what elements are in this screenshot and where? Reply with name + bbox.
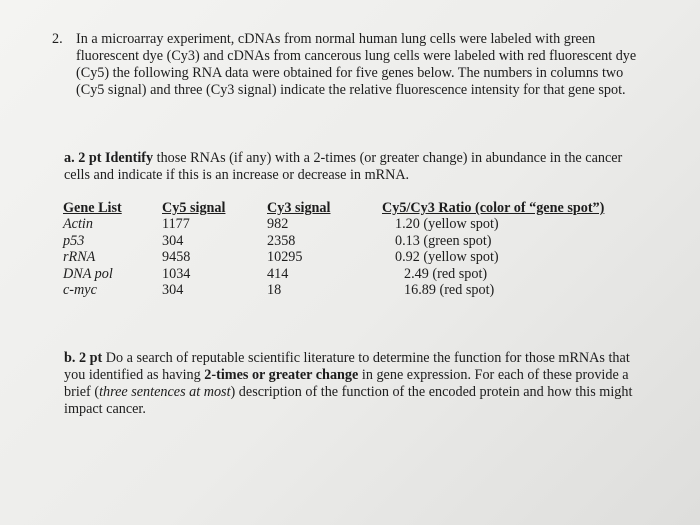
part-b-text-3: ) description of the function of the encoded protein and how this might impact cancer.: [64, 384, 633, 417]
table-header: [63, 200, 604, 216]
ratio: 1.20 (yellow spot): [395, 216, 499, 233]
header-gene: Gene List: [63, 200, 122, 216]
table-row: [63, 233, 604, 249]
part-b: [64, 350, 654, 418]
part-a-text: those RNAs (if any) with a 2-times (or greater change) in abundance in the cancer cells and indicate if this is an increase or decrease in mRNA.: [64, 150, 623, 183]
cy3-signal: 2358: [267, 232, 296, 249]
part-b-text-2: in gene expression. For each of these provide a brief (: [64, 367, 629, 400]
gene-name: DNA pol: [63, 265, 113, 282]
part-a-label: a. 2 pt: [64, 150, 102, 166]
cy5-signal: 304: [162, 232, 184, 249]
header-cy3: Cy3 signal: [267, 200, 331, 216]
cy5-signal: 304: [162, 282, 184, 299]
part-b-bold: 2-times or greater change: [204, 367, 359, 383]
cy3-signal: 18: [267, 282, 282, 299]
part-b-label: b. 2 pt: [64, 350, 103, 366]
table-row: [63, 249, 604, 265]
question-number: 2.: [52, 31, 63, 47]
cy5-signal: 1177: [162, 216, 190, 233]
header-cy5: Cy5 signal: [162, 200, 226, 216]
ratio: 0.92 (yellow spot): [395, 249, 499, 266]
gene-name: Actin: [63, 216, 93, 233]
header-ratio: Cy5/Cy3 Ratio (color of “gene spot”): [382, 200, 605, 216]
ratio: 0.13 (green spot): [395, 232, 492, 249]
ratio: 16.89 (red spot): [404, 282, 495, 299]
cy3-signal: 10295: [267, 249, 303, 266]
gene-name: rRNA: [63, 249, 96, 266]
table-row: [63, 266, 604, 282]
cy3-signal: 414: [267, 265, 289, 282]
part-b-text: Do a search of reputable scientific literature to determine the function for those mRNAs that you identified as having: [64, 350, 630, 383]
table-row: [63, 282, 604, 298]
cy5-signal: 1034: [162, 265, 191, 282]
part-a-verb: Identify: [105, 150, 154, 166]
table-row: [63, 216, 604, 232]
part-b-italic: three sentences at most: [99, 384, 231, 400]
gene-name: p53: [63, 232, 85, 249]
gene-name: c-myc: [63, 282, 97, 299]
cy3-signal: 982: [267, 216, 289, 233]
cy5-signal: 9458: [162, 249, 191, 266]
ratio: 2.49 (red spot): [404, 265, 488, 282]
part-a: [64, 150, 644, 184]
gene-table: [63, 200, 604, 298]
question-text: In a microarray experiment, cDNAs from normal human lung cells were labeled with green fluorescent dye (Cy3) and cDNAs from cancerous lung cells were labeled with red fluorescent dye (Cy5) the following RNA data were obtained for five genes below. The numbers in columns two (Cy5 signal) and three (Cy3 signal) indicate the relative fluorescence intensity for that gene spot.: [76, 31, 637, 98]
